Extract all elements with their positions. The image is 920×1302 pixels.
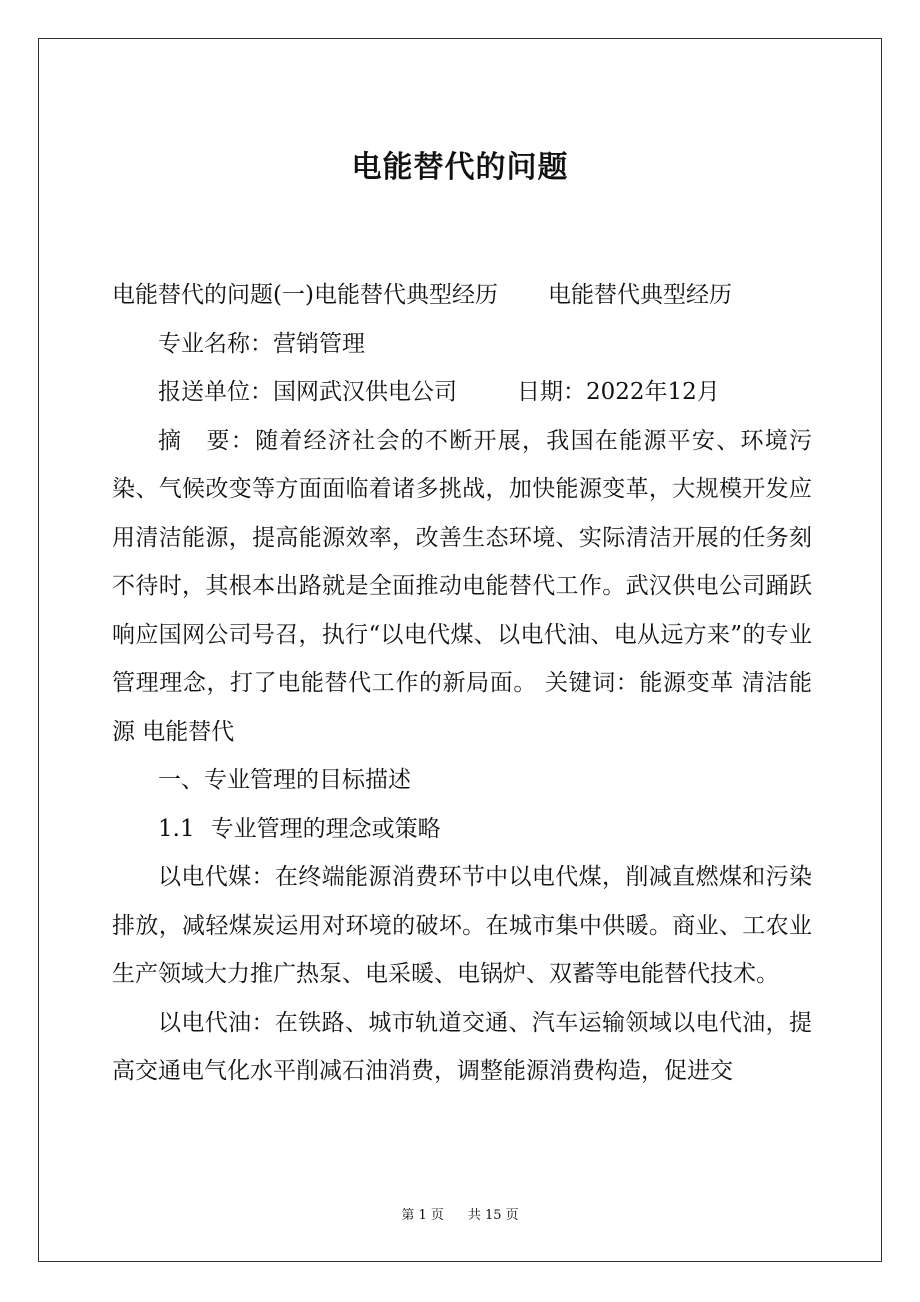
subtitle-left: 电能替代的问题(一)电能替代典型经历 xyxy=(112,282,498,308)
report-unit: 报送单位：国网武汉供电公司 xyxy=(158,379,457,405)
abstract-paragraph xyxy=(112,417,812,757)
section-title: 专业管理的理念或策略 xyxy=(210,815,441,842)
subtitle-right: 电能替代典型经历 xyxy=(547,282,732,308)
paragraph-oil: 以电代油：在铁路、城市轨道交通、汽车运输领域以电代油，提高交通电气化水平削减石油消费，调整能源消费构造，促进交 xyxy=(112,1009,812,1084)
abstract-label: 摘 要： xyxy=(158,427,256,454)
subtitle-line xyxy=(112,271,812,320)
paragraph-coal: 以电代媒：在终端能源消费环节中以电代煤，削减直燃煤和污染排放，减轻煤炭运用对环境的破坏。在城市集中供暖。商业、工农业生产领域大力推广热泵、电采暖、电锅炉、双蓄等电能替代技术。 xyxy=(112,864,812,987)
report-date: 日期：2022年12月 xyxy=(517,379,720,405)
major-line: 专业名称：营销管理 xyxy=(158,330,365,357)
page-footer xyxy=(0,1206,920,1226)
section-number: 1.1 xyxy=(158,815,195,842)
unit-date-line xyxy=(112,368,812,417)
page-total: 共 15 页 xyxy=(467,1208,519,1223)
keywords: 关键词：能源变革 清洁能源 电能替代 xyxy=(112,670,813,745)
section-heading-1-1 xyxy=(112,805,812,854)
page-number: 第 1 页 xyxy=(401,1208,444,1223)
abstract-text: 随着经济社会的不断开展，我国在能源平安、环境污染、气候改变等方面面临着诸多挑战，加快能源变革，大规模开发应用清洁能源，提高能源效率，改善生态环境、实际清洁开展的任务刻不待时，其根本出路就是全面推动电能替代工作。武汉供电公司踊跃响应国网公司号召，执行“以电代煤、以电代油、电从远方来”的专业管理理念，打了电能替代工作的新局面。 xyxy=(112,427,813,696)
document-title: 电能替代的问题 xyxy=(351,150,569,185)
section-heading-1: 一、专业管理的目标描述 xyxy=(158,767,411,793)
document-body xyxy=(112,271,812,1096)
